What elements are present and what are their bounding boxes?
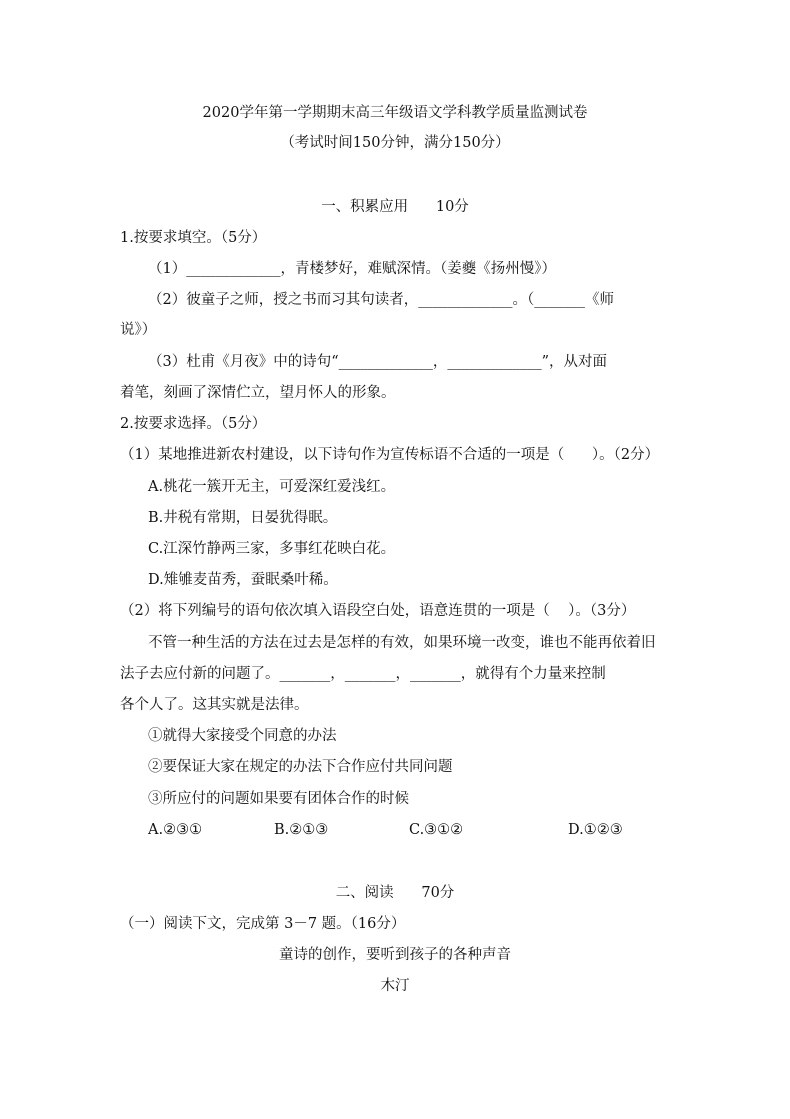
exam-title: 2020学年第一学期期末高三年级语文学科教学质量监测试卷 (202, 105, 588, 121)
question-2-statement-2: ②要保证大家在规定的办法下合作应付共同问题 (148, 759, 453, 775)
article-title: 童诗的创作，要听到孩子的各种声音 (279, 947, 511, 963)
section-heading-accumulation: 一、积累应用 10分 (321, 199, 469, 215)
question-2-sub-1-option-c: C.江深竹静两三家，多事红花映白花。 (148, 541, 396, 557)
question-2-sub-2-option-d: D.①②③ (568, 822, 623, 838)
question-2-sub-2-option-a: A.②③① (148, 822, 203, 838)
question-2-sub-1-option-b: B.井税有常期，日晏犹得眠。 (148, 510, 338, 526)
question-2-sub-1-option-d: D.雉雊麦苗秀，蚕眠桑叶稀。 (148, 572, 338, 588)
section-heading-reading: 二、阅读 70分 (335, 885, 455, 901)
question-1-item-2-cont: 说》） (120, 322, 157, 338)
question-2-passage-line-2: 法子去应付新的问题了。_______，_______，_______，就得有个力量来控制 (120, 666, 606, 682)
question-2-sub-2-options (0, 820, 790, 840)
question-1-item-3-cont: 着笔，刻画了深情伫立，望月怀人的形象。 (120, 385, 396, 401)
question-2-statement-1: ①就得大家接受个同意的办法 (148, 728, 337, 744)
question-2-sub-2-option-c: C.③①② (409, 822, 464, 838)
question-2-sub-2-stem: （2）将下列编号的语句依次填入语段空白处，语意连贯的一项是（ ）。（3分） (120, 603, 636, 619)
exam-subtitle: （考试时间150分钟，满分150分） (280, 135, 510, 151)
question-2-sub-2-option-b: B.②①③ (274, 822, 329, 838)
question-1-item-1: （1）_____________，青楼梦好，难赋深情。（姜夔《扬州慢》） (148, 261, 556, 277)
question-2-sub-1-option-a: A.桃花一簇开无主，可爱深红爱浅红。 (148, 479, 396, 495)
question-1-item-3: （3）杜甫《月夜》中的诗句“_____________，_____________”，从对面 (148, 354, 608, 370)
question-2-sub-1-stem: （1）某地推进新农村建设，以下诗句作为宣传标语不合适的一项是（ ）。（2分） (120, 447, 660, 463)
question-2-passage-line-1: 不管一种生活的方法在过去是怎样的有效，如果环境一改变，谁也不能再依着旧 (148, 635, 656, 651)
question-2-stem: 2.按要求选择。（5分） (120, 416, 267, 432)
question-1-item-2: （2）彼童子之师，授之书而习其句读者，_____________。（_______《师 (148, 292, 614, 308)
article-author: 木汀 (380, 978, 410, 994)
question-2-statement-3: ③所应付的问题如果要有团体合作的时候 (148, 791, 409, 807)
question-1-stem: 1.按要求填空。（5分） (120, 230, 267, 246)
question-2-passage-line-3: 各个人了。这其实就是法律。 (120, 697, 309, 713)
reading-part-1-stem: （一）阅读下文，完成第 3－7 题。（16分） (120, 916, 406, 932)
